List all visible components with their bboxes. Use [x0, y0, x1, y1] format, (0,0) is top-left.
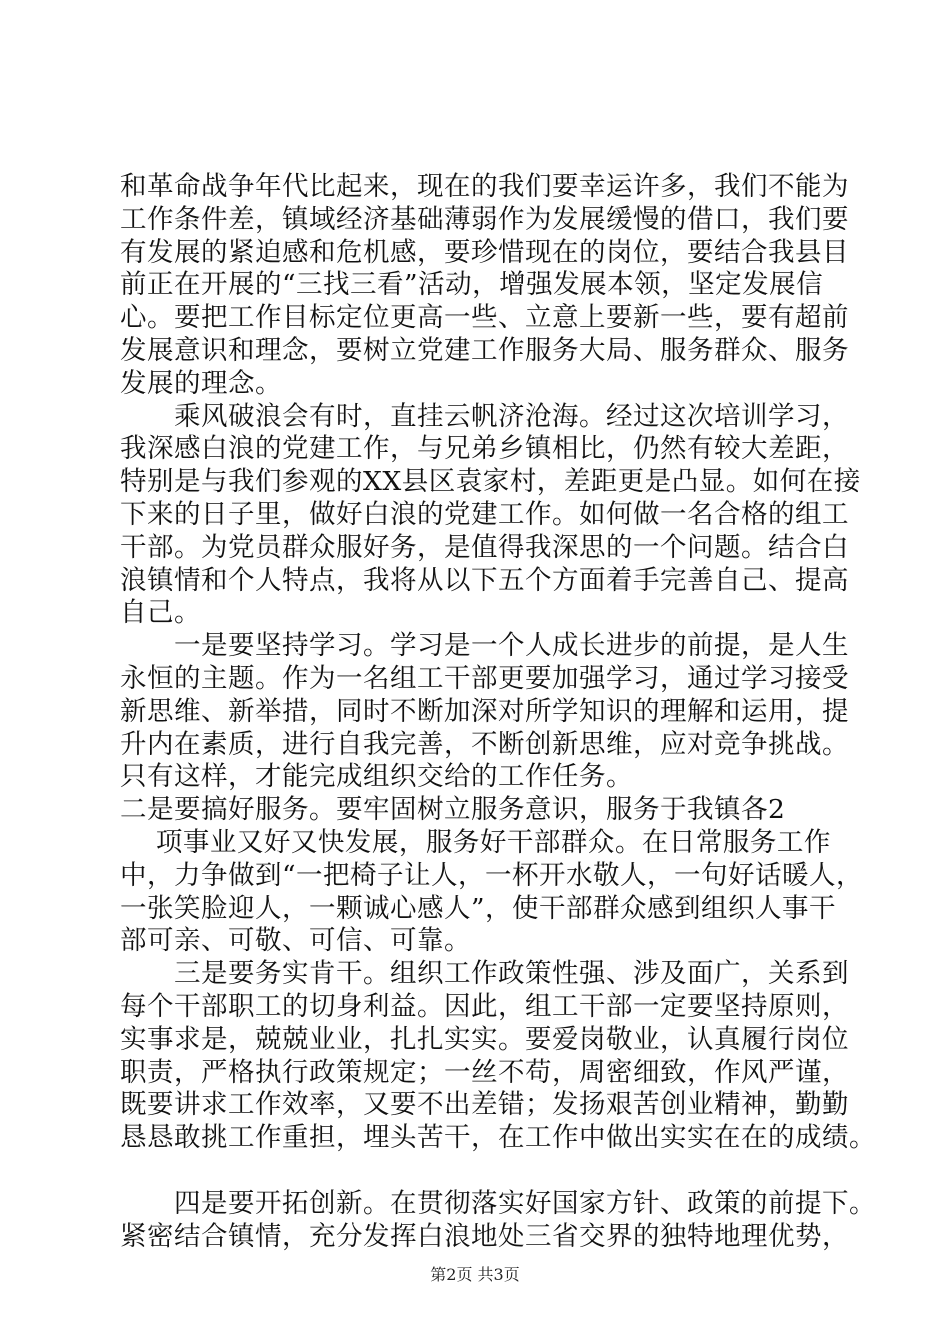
body-text-line: 干部。为党员群众服好务，是值得我深思的一个问题。结合白 — [120, 531, 849, 563]
body-text-line: 中，力争做到“一把椅子让人，一杯开水敬人，一句好话暖人， — [120, 859, 864, 891]
body-text-line: 项事业又好又快发展，服务好干部群众。在日常服务工作 — [120, 827, 831, 858]
body-text-line: 心。要把工作目标定位更高一些、立意上要新一些，要有超前 — [120, 302, 849, 334]
body-text-line: 每个干部职工的切身利益。因此，组工干部一定要坚持原则， — [120, 991, 849, 1022]
body-text-line: 新思维、新举措，同时不断加深对所学知识的理解和运用，提 — [120, 695, 849, 727]
body-text-line: 乘风破浪会有时，直挂云帆济沧海。经过这次培训学习， — [120, 400, 849, 432]
body-text-line: 工作条件差，镇域经济基础薄弱作为发展缓慢的借口，我们要 — [120, 203, 849, 235]
body-text-line: 二是要搞好服务。要牢固树立服务意识，服务于我镇各2 — [120, 794, 786, 826]
body-text-line: 部可亲、可敬、可信、可靠。 — [120, 925, 471, 957]
body-text-line: 特别是与我们参观的XX县区袁家村，差距更是凸显。如何在接 — [120, 466, 861, 498]
body-text-line: 三是要务实肯干。组织工作政策性强、涉及面广，关系到 — [120, 958, 849, 990]
page-footer: 第2页 共3页 — [430, 1265, 520, 1284]
body-text-line: 只有这样，才能完成组织交给的工作任务。 — [120, 761, 633, 793]
body-text-line: 升内在素质，进行自我完善，不断创新思维，应对竞争挑战。 — [120, 728, 849, 760]
body-text-line: 有发展的紧迫感和危机感，要珍惜现在的岗位，要结合我县目 — [120, 236, 849, 268]
body-text-line: 前正在开展的“三找三看”活动，增强发展本领，坚定发展信 — [120, 269, 824, 301]
body-text-line: 职责，严格执行政策规定；一丝不苟，周密细致，作风严谨， — [120, 1056, 849, 1088]
body-text-line: 和革命战争年代比起来，现在的我们要幸运许多，我们不能为 — [120, 171, 849, 202]
body-text-line: 一张笑脸迎人，一颗诚心感人”，使干部群众感到组织人事干 — [120, 892, 837, 924]
body-text-line: 发展的理念。 — [120, 367, 282, 399]
body-text-line: 自己。 — [120, 597, 201, 629]
body-text-line: 恳恳敢挑工作重担，埋头苦干，在工作中做出实实在在的成绩。 — [120, 1122, 876, 1154]
body-text-line: 一是要坚持学习。学习是一个人成长进步的前提，是人生 — [120, 630, 849, 662]
body-text-line: 永恒的主题。作为一名组工干部更要加强学习，通过学习接受 — [120, 663, 849, 694]
body-text-line: 发展意识和理念，要树立党建工作服务大局、服务群众、服务 — [120, 335, 849, 366]
body-text-line: 实事求是，兢兢业业，扎扎实实。要爱岗敬业，认真履行岗位 — [120, 1023, 849, 1055]
body-text-line: 紧密结合镇情，充分发挥白浪地处三省交界的独特地理优势， — [120, 1220, 849, 1252]
body-text-line: 四是要开拓创新。在贯彻落实好国家方针、政策的前提下。 — [120, 1187, 876, 1219]
body-text-line: 浪镇情和个人特点，我将从以下五个方面着手完善自己、提高 — [120, 564, 849, 596]
body-text-line: 我深感白浪的党建工作，与兄弟乡镇相比，仍然有较大差距， — [120, 433, 849, 465]
body-text-line: 下来的日子里，做好白浪的党建工作。如何做一名合格的组工 — [120, 499, 849, 530]
body-text-line: 既要讲求工作效率，又要不出差错；发扬艰苦创业精神，勤勤 — [120, 1089, 849, 1121]
